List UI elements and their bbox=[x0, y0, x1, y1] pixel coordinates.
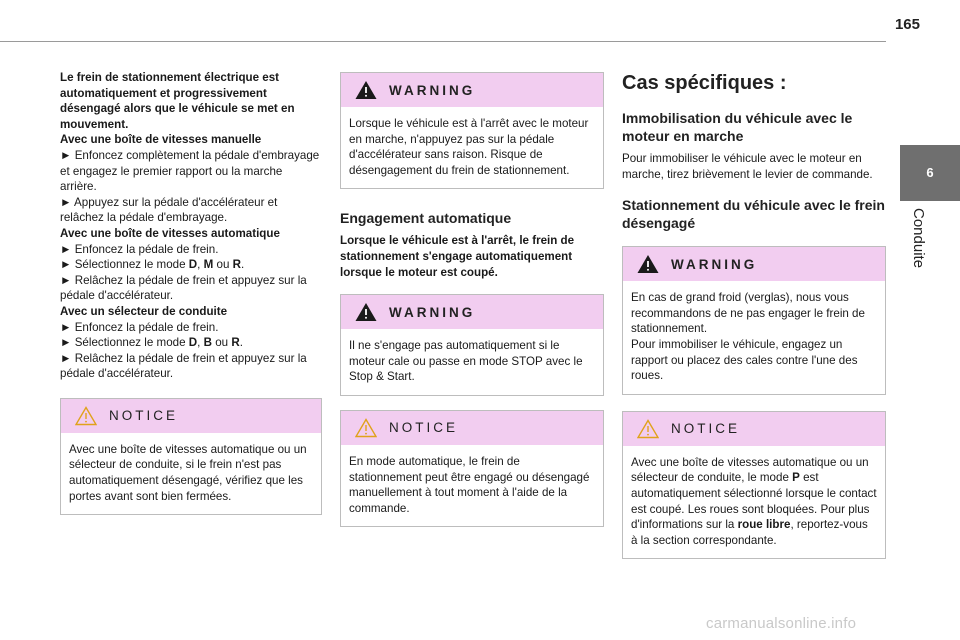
selector-step-3: ► Relâchez la pédale de frein et appuyez sur la pédale d'accélérateur. bbox=[60, 351, 307, 381]
warning-box-stall bbox=[340, 294, 604, 396]
warning-title: WARNING bbox=[389, 304, 476, 320]
notice-icon bbox=[75, 406, 97, 426]
warning-box-accelerator bbox=[340, 72, 604, 189]
warning-body: Il ne s'engage pas automatiquement si le moteur cale ou passe en mode STOP avec le Stop & Start. bbox=[349, 339, 583, 384]
warning-title: WARNING bbox=[389, 82, 476, 98]
warning-title: WARNING bbox=[671, 256, 758, 272]
warning-icon bbox=[355, 80, 377, 100]
header-rule bbox=[0, 41, 886, 42]
column-2 bbox=[340, 58, 604, 527]
manual-gearbox-heading: Avec une boîte de vitesses manuelle bbox=[60, 133, 262, 147]
drive-selector-heading: Avec un sélecteur de conduite bbox=[60, 304, 228, 318]
immobilisation-text: Pour immobiliser le véhicule avec le moteur en marche, tirez brièvement le levier de commande. bbox=[622, 152, 873, 181]
column-1 bbox=[60, 70, 322, 515]
notice-header bbox=[341, 411, 603, 445]
warning-icon bbox=[355, 302, 377, 322]
manual-step-2: ► Appuyez sur la pédale d'accélérateur et relâchez la pédale d'embrayage. bbox=[60, 195, 278, 225]
automatic-step-2: ► Sélectionnez le mode D, M ou R. bbox=[60, 258, 245, 272]
warning-body: En cas de grand froid (verglas), nous vous recommandons de ne pas engager le frein de stationnement. Pour immobiliser le véhicule, engagez un rapport ou placez des cales contre l'une des roues. bbox=[631, 291, 865, 383]
selector-step-2: ► Sélectionnez le mode D, B ou R. bbox=[60, 336, 243, 350]
immobilisation-heading: Immobilisation du véhicule avec le moteur en marche bbox=[622, 110, 853, 144]
intro-paragraph: Le frein de stationnement électrique est automatiquement et progressivement désengagé alors que le véhicule se met en mouvement. bbox=[60, 71, 295, 131]
automatic-gearbox-heading: Avec une boîte de vitesses automatique bbox=[60, 226, 280, 240]
notice-body: Avec une boîte de vitesses automatique ou un sélecteur de conduite, le mode P est automatiquement sélectionné lorsque le contact est coupé. Les roues sont bloquées. Pour plus d'informations sur la roue libre, reportez-vous à la section correspondante. bbox=[631, 455, 877, 547]
chapter-tab[interactable]: 6 bbox=[900, 145, 960, 201]
notice-title: NOTICE bbox=[671, 421, 741, 437]
notice-title: NOTICE bbox=[389, 420, 459, 436]
warning-icon bbox=[637, 254, 659, 274]
warning-header bbox=[341, 73, 603, 107]
watermark: carmanualsonline.info bbox=[706, 615, 857, 632]
notice-header bbox=[61, 399, 321, 433]
automatic-step-1: ► Enfoncez la pédale de frein. bbox=[60, 242, 219, 256]
notice-body: En mode automatique, le frein de stationnement peut être engagé ou désengagé manuellement à tout moment à l'aide de la commande. bbox=[349, 454, 590, 515]
notice-body: Avec une boîte de vitesses automatique ou un sélecteur de conduite, si le frein n'est pas automatiquement désengagé, vérifiez que les portes avant sont bien fermées. bbox=[69, 442, 307, 503]
page-number: 165 bbox=[894, 16, 920, 33]
warning-body: Lorsque le véhicule est à l'arrêt avec le moteur en marche, n'appuyez pas sur la pédale d'accélérateur sans raison. Risque de désengagement du frein de stationnement. bbox=[349, 117, 589, 177]
notice-box-park-mode bbox=[622, 411, 886, 560]
notice-title: NOTICE bbox=[109, 408, 179, 424]
notice-icon bbox=[637, 419, 659, 439]
warning-header bbox=[341, 295, 603, 329]
automatic-engagement-heading: Engagement automatique bbox=[340, 210, 512, 227]
notice-header bbox=[623, 412, 885, 446]
notice-icon bbox=[355, 418, 377, 438]
chapter-title: Conduite bbox=[910, 208, 927, 269]
chapter-title-container bbox=[903, 208, 933, 288]
notice-box-manual-override bbox=[340, 410, 604, 527]
manual-step-1: ► Enfoncez complètement la pédale d'embrayage et engagez le premier rapport ou la marche arrière. bbox=[60, 148, 320, 194]
automatic-step-3: ► Relâchez la pédale de frein et appuyez sur la pédale d'accélérateur. bbox=[60, 273, 307, 303]
notice-box-doors bbox=[60, 398, 322, 515]
selector-step-1: ► Enfoncez la pédale de frein. bbox=[60, 320, 219, 334]
automatic-engagement-lead: Lorsque le véhicule est à l'arrêt, le frein de stationnement s'engage automatiquement lorsque le moteur est coupé. bbox=[340, 234, 575, 279]
warning-header bbox=[623, 247, 885, 281]
column-3 bbox=[622, 72, 886, 559]
warning-box-cold bbox=[622, 246, 886, 395]
section-title: Cas spécifiques : bbox=[622, 72, 787, 94]
parking-released-heading: Stationnement du véhicule avec le frein désengagé bbox=[622, 197, 885, 232]
release-instructions bbox=[60, 70, 322, 382]
